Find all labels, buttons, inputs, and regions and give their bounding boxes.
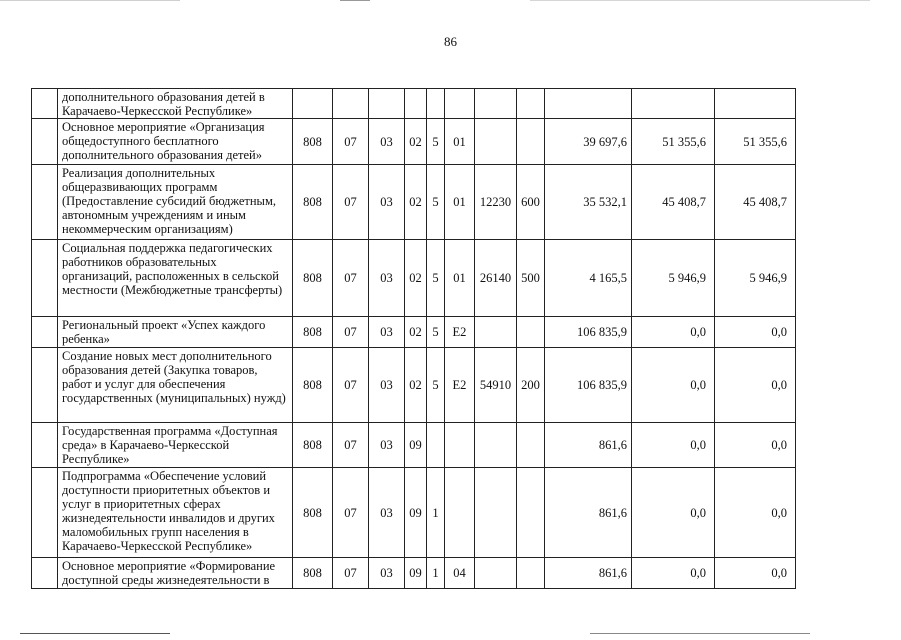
item-name: Основное мероприятие «Формирование доступной среды жизнедеятельности в xyxy=(58,558,293,589)
amount-year-3: 0,0 xyxy=(715,348,796,423)
activity-code: 01 xyxy=(445,165,475,240)
blank-cell xyxy=(32,558,58,589)
expense-type-code xyxy=(517,423,545,468)
ministry-code: 808 xyxy=(293,348,333,423)
subsection-code: 03 xyxy=(369,468,405,558)
table-row xyxy=(32,240,796,317)
table-row xyxy=(32,423,796,468)
scan-line-bottom-right xyxy=(590,633,810,634)
amount-year-1: 106 835,9 xyxy=(545,348,632,423)
amount-year-2 xyxy=(632,89,715,119)
activity-code: 04 xyxy=(445,558,475,589)
subsection-code: 03 xyxy=(369,348,405,423)
item-name: Социальная поддержка педагогических работников образовательных организаций, расположенных в сельской местности (Межбюджетные трансферты) xyxy=(58,240,293,317)
subprogram-code: 5 xyxy=(427,317,445,348)
subsection-code: 03 xyxy=(369,317,405,348)
program-code: 02 xyxy=(405,119,427,165)
expense-type-code: 500 xyxy=(517,240,545,317)
expense-type-code xyxy=(517,468,545,558)
amount-year-3: 5 946,9 xyxy=(715,240,796,317)
direction-code xyxy=(475,558,517,589)
amount-year-3: 0,0 xyxy=(715,423,796,468)
subsection-code: 03 xyxy=(369,119,405,165)
amount-year-3: 0,0 xyxy=(715,558,796,589)
amount-year-1: 861,6 xyxy=(545,558,632,589)
blank-cell xyxy=(32,468,58,558)
amount-year-2: 51 355,6 xyxy=(632,119,715,165)
subprogram-code: 1 xyxy=(427,468,445,558)
subprogram-code xyxy=(427,423,445,468)
subprogram-code xyxy=(427,89,445,119)
table-row xyxy=(32,89,796,119)
activity-code xyxy=(445,423,475,468)
expense-type-code xyxy=(517,558,545,589)
table-row xyxy=(32,558,796,589)
subprogram-code: 5 xyxy=(427,165,445,240)
program-code: 09 xyxy=(405,558,427,589)
blank-cell xyxy=(32,89,58,119)
activity-code: 01 xyxy=(445,240,475,317)
direction-code xyxy=(475,423,517,468)
ministry-code: 808 xyxy=(293,240,333,317)
section-code: 07 xyxy=(333,558,369,589)
amount-year-2: 0,0 xyxy=(632,468,715,558)
amount-year-3: 0,0 xyxy=(715,468,796,558)
subsection-code: 03 xyxy=(369,423,405,468)
amount-year-1: 861,6 xyxy=(545,423,632,468)
expense-type-code: 200 xyxy=(517,348,545,423)
blank-cell xyxy=(32,423,58,468)
ministry-code: 808 xyxy=(293,119,333,165)
blank-cell xyxy=(32,348,58,423)
scan-line-bottom-left xyxy=(20,633,170,634)
amount-year-1: 35 532,1 xyxy=(545,165,632,240)
direction-code xyxy=(475,468,517,558)
subprogram-code: 5 xyxy=(427,119,445,165)
amount-year-2: 45 408,7 xyxy=(632,165,715,240)
blank-cell xyxy=(32,240,58,317)
table-row xyxy=(32,348,796,423)
amount-year-1: 4 165,5 xyxy=(545,240,632,317)
section-code: 07 xyxy=(333,165,369,240)
subprogram-code: 1 xyxy=(427,558,445,589)
amount-year-2: 0,0 xyxy=(632,317,715,348)
amount-year-2: 5 946,9 xyxy=(632,240,715,317)
page-number: 86 xyxy=(444,34,457,49)
section-code: 07 xyxy=(333,240,369,317)
amount-year-3 xyxy=(715,89,796,119)
ministry-code: 808 xyxy=(293,317,333,348)
table-row xyxy=(32,165,796,240)
activity-code: E2 xyxy=(445,348,475,423)
item-name: Реализация дополнительных общеразвивающих программ (Предоставление субсидий бюджетным, автономным учреждениям и иным некоммерческим организациям) xyxy=(58,165,293,240)
program-code: 09 xyxy=(405,468,427,558)
item-name: Государственная программа «Доступная среда» в Карачаево-Черкесской Республике» xyxy=(58,423,293,468)
amount-year-2: 0,0 xyxy=(632,348,715,423)
ministry-code: 808 xyxy=(293,423,333,468)
direction-code xyxy=(475,89,517,119)
amount-year-1: 39 697,6 xyxy=(545,119,632,165)
program-code: 02 xyxy=(405,317,427,348)
activity-code: E2 xyxy=(445,317,475,348)
expense-type-code xyxy=(517,89,545,119)
blank-cell xyxy=(32,119,58,165)
table-row xyxy=(32,317,796,348)
activity-code xyxy=(445,468,475,558)
item-name: Подпрограмма «Обеспечение условий доступности приоритетных объектов и услуг в приоритетных сферах жизнедеятельности инвалидов и других маломобильных групп населения в Карачаево-Черкесской Республике» xyxy=(58,468,293,558)
program-code: 09 xyxy=(405,423,427,468)
item-name: дополнительного образования детей в Карачаево-Черкесской Республике» xyxy=(58,89,293,119)
subsection-code: 03 xyxy=(369,240,405,317)
expense-type-code xyxy=(517,119,545,165)
subprogram-code: 5 xyxy=(427,348,445,423)
direction-code: 12230 xyxy=(475,165,517,240)
ministry-code xyxy=(293,89,333,119)
item-name: Создание новых мест дополнительного образования детей (Закупка товаров, работ и услуг для обеспечения государственных (муниципальных) нужд) xyxy=(58,348,293,423)
section-code: 07 xyxy=(333,423,369,468)
blank-cell xyxy=(32,317,58,348)
activity-code xyxy=(445,89,475,119)
amount-year-2: 0,0 xyxy=(632,558,715,589)
subprogram-code: 5 xyxy=(427,240,445,317)
table-row xyxy=(32,119,796,165)
program-code xyxy=(405,89,427,119)
amount-year-1: 861,6 xyxy=(545,468,632,558)
section-code: 07 xyxy=(333,317,369,348)
ministry-code: 808 xyxy=(293,165,333,240)
budget-table xyxy=(31,88,796,589)
item-name: Основное мероприятие «Организация общедоступного бесплатного дополнительного образования детей» xyxy=(58,119,293,165)
amount-year-3: 0,0 xyxy=(715,317,796,348)
direction-code: 26140 xyxy=(475,240,517,317)
amount-year-1: 106 835,9 xyxy=(545,317,632,348)
scan-line-top-left xyxy=(0,0,180,1)
ministry-code: 808 xyxy=(293,468,333,558)
item-name: Региональный проект «Успех каждого ребенка» xyxy=(58,317,293,348)
program-code: 02 xyxy=(405,348,427,423)
amount-year-1 xyxy=(545,89,632,119)
expense-type-code xyxy=(517,317,545,348)
section-code: 07 xyxy=(333,468,369,558)
subsection-code: 03 xyxy=(369,558,405,589)
subsection-code: 03 xyxy=(369,165,405,240)
section-code: 07 xyxy=(333,119,369,165)
direction-code xyxy=(475,119,517,165)
section-code xyxy=(333,89,369,119)
expense-type-code: 600 xyxy=(517,165,545,240)
ministry-code: 808 xyxy=(293,558,333,589)
direction-code xyxy=(475,317,517,348)
subsection-code xyxy=(369,89,405,119)
scan-line-top-center xyxy=(340,0,370,1)
amount-year-3: 45 408,7 xyxy=(715,165,796,240)
blank-cell xyxy=(32,165,58,240)
direction-code: 54910 xyxy=(475,348,517,423)
program-code: 02 xyxy=(405,165,427,240)
program-code: 02 xyxy=(405,240,427,317)
scan-line-top-right xyxy=(530,0,870,1)
section-code: 07 xyxy=(333,348,369,423)
amount-year-3: 51 355,6 xyxy=(715,119,796,165)
table-row xyxy=(32,468,796,558)
activity-code: 01 xyxy=(445,119,475,165)
amount-year-2: 0,0 xyxy=(632,423,715,468)
